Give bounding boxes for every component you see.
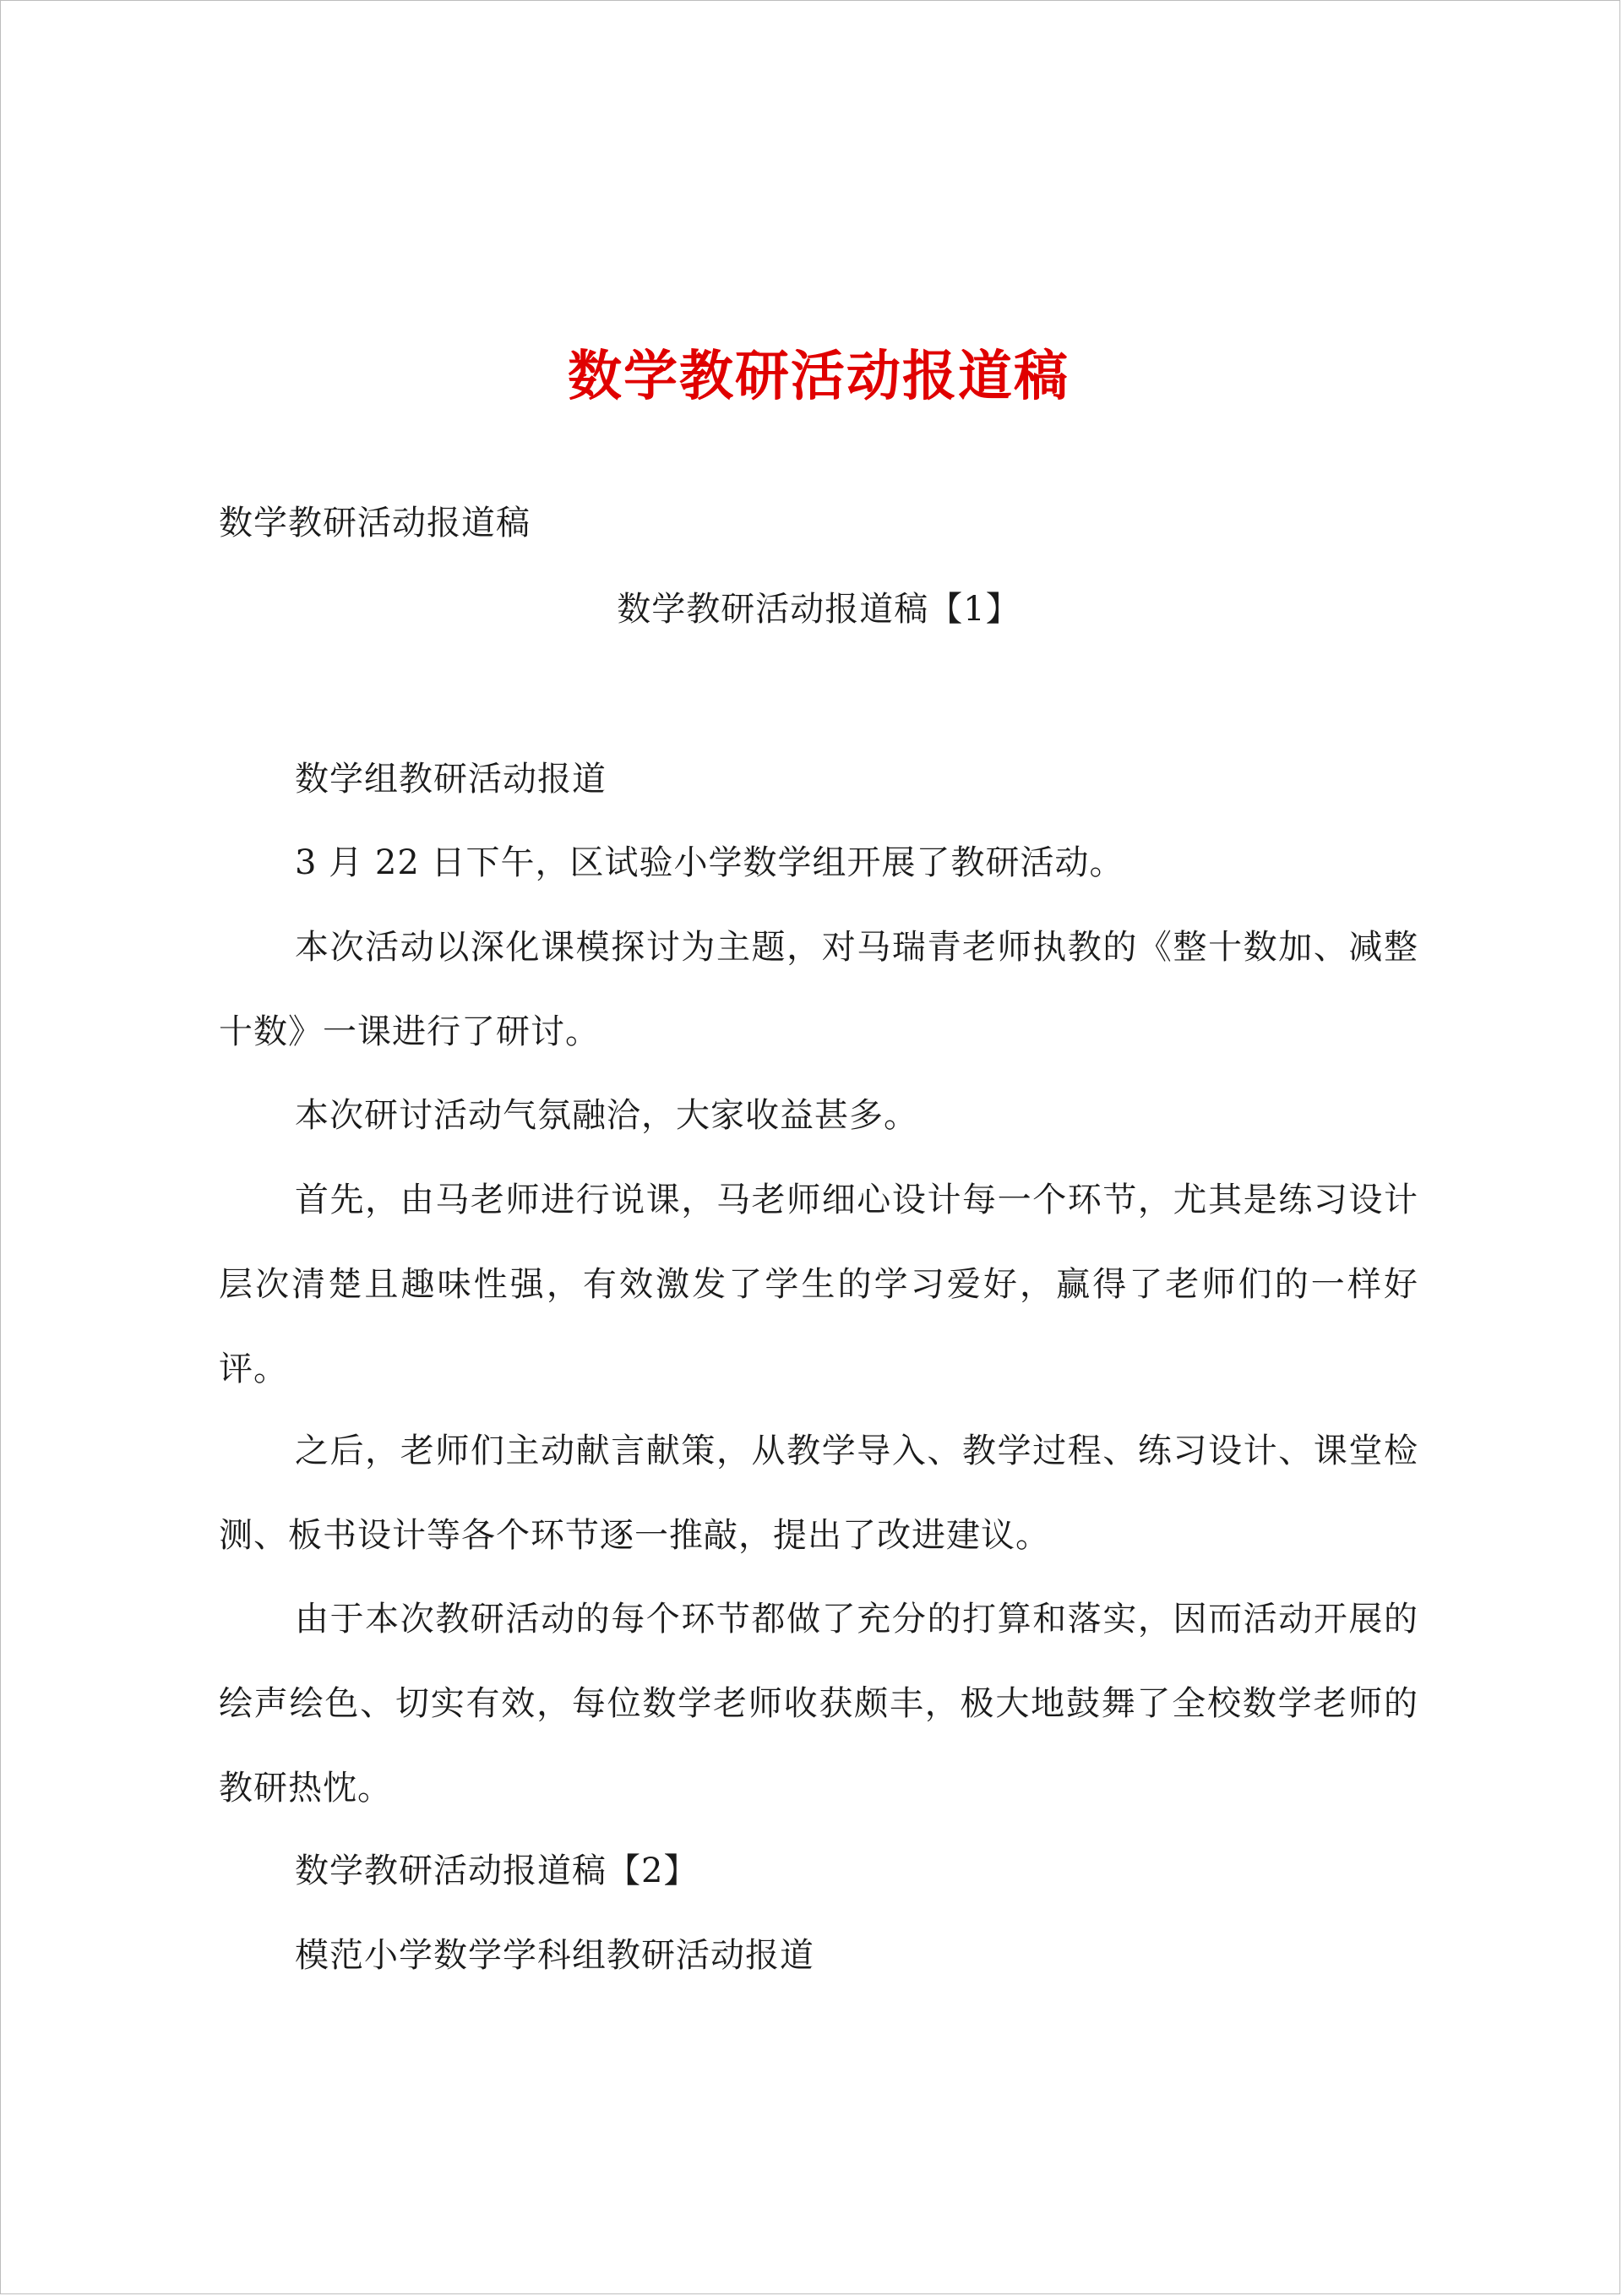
paragraph: 模范小学数学学科组教研活动报道 xyxy=(295,1936,814,1975)
paragraph: 之后，老师们主动献言献策，从教学导入、教学过程、练习设计、课堂检测、板书设计等各个环节逐一推敲，提出了改进建议。 xyxy=(219,1432,1418,1555)
paragraph: 首先，由马老师进行说课，马老师细心设计每一个环节，尤其是练习设计层次清楚且趣味性强，有效激发了学生的学习爱好，赢得了老师们的一样好评。 xyxy=(219,1181,1418,1388)
paragraph: 本次研讨活动气氛融洽，大家收益甚多。 xyxy=(295,1096,918,1135)
paragraph: 数学组教研活动报道 xyxy=(295,760,607,799)
section-heading-2: 数学教研活动报道稿【2】 xyxy=(295,1852,699,1890)
document-subtitle: 数学教研活动报道稿 xyxy=(219,504,531,543)
paragraph: 本次活动以深化课模探讨为主题，对马瑞青老师执教的《整十数加、减整十数》一课进行了研讨。 xyxy=(219,928,1418,1051)
paragraph: 3 月 22 日下午，区试验小学数学组开展了教研活动。 xyxy=(295,843,1124,882)
paragraph: 由于本次教研活动的每个环节都做了充分的打算和落实，因而活动开展的绘声绘色、切实有效，每位数学老师收获颇丰，极大地鼓舞了全校数学老师的教研热忱。 xyxy=(219,1600,1418,1808)
section-heading-1: 数学教研活动报道稿【1】 xyxy=(617,590,1021,629)
document-title: 数学教研活动报道稿 xyxy=(568,345,1070,408)
